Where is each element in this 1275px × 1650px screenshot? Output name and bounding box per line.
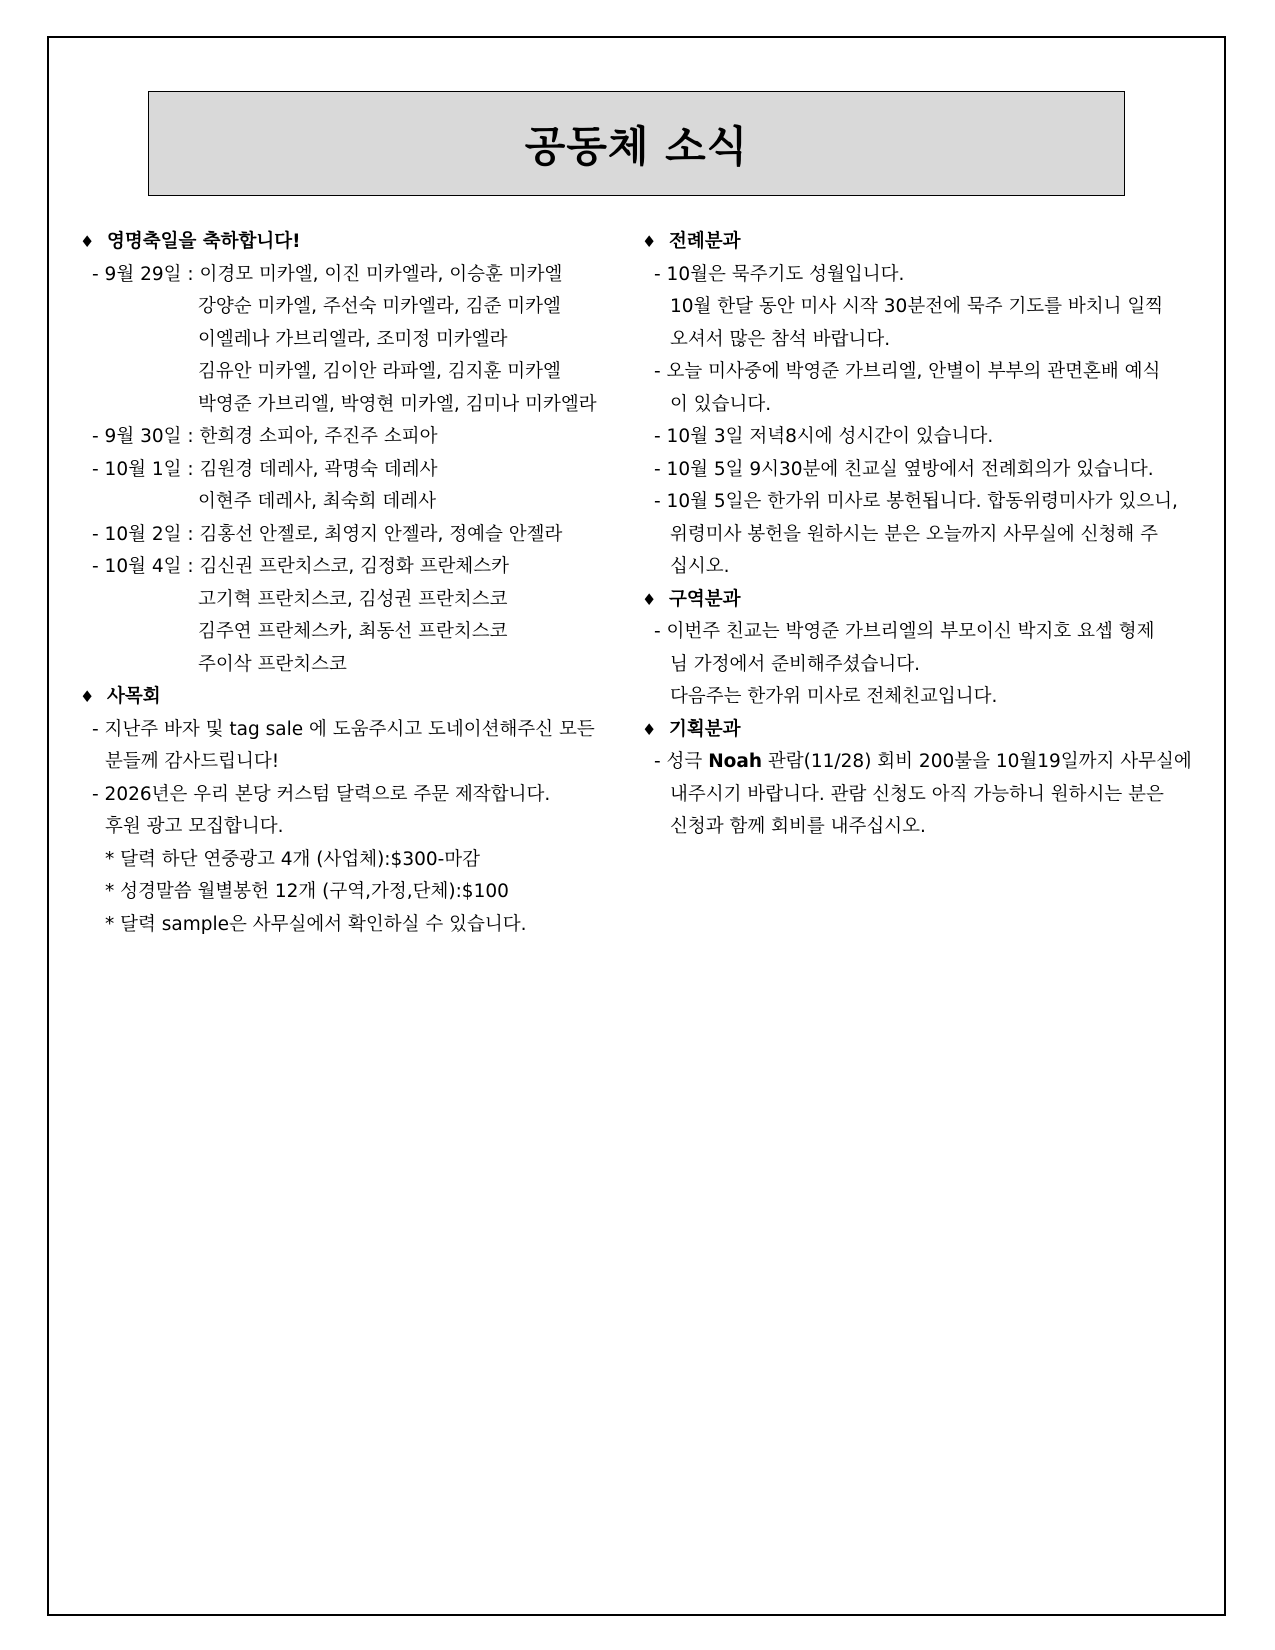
district-line: - 이번주 친교는 박영준 가브리엘의 부모이신 박지호 요셉 형제 <box>654 621 1155 642</box>
diamond-bullet-icon: ♦ <box>80 687 95 706</box>
liturgy-line: 위령미사 봉헌을 원하시는 분은 오늘까지 사무실에 신청해 주 <box>670 523 1158 545</box>
district-line: 다음주는 한가위 미사로 전체친교입니다. <box>670 686 998 707</box>
liturgy-line: - 10월 5일 9시30분에 친교실 옆방에서 전례회의가 있습니다. <box>654 458 1154 480</box>
feast-line: 주이삭 프란치스코 <box>198 653 347 675</box>
feast-line: 김유안 미카엘, 김이안 라파엘, 김지훈 미카엘 <box>198 361 561 382</box>
diamond-bullet-icon: ♦ <box>642 232 657 251</box>
liturgy-line: 10월 한달 동안 미사 시작 30분전에 묵주 기도를 바치니 일찍 <box>670 296 1164 317</box>
liturgy-line: 오셔서 많은 참석 바랍니다. <box>670 328 891 350</box>
pastoral-line: * 성경말씀 월별봉헌 12개 (구역,가정,단체):$100 <box>105 881 509 902</box>
feast-line: - 9월 29일 : 이경모 미카엘, 이진 미카엘라, 이승훈 미카엘 <box>92 263 563 285</box>
feast-line: 이현주 데레사, 최숙희 데레사 <box>198 491 436 512</box>
feast-line: 이엘레나 가브리엘라, 조미정 미카엘라 <box>198 328 508 350</box>
play-title: Noah <box>708 751 763 772</box>
liturgy-line: - 10월은 묵주기도 성월입니다. <box>654 263 905 285</box>
pastoral-line: - 지난주 바자 및 tag sale 에 도움주시고 도네이션해주신 모든 <box>92 718 595 740</box>
feast-line: - 10월 4일 : 김신권 프란치스코, 김정화 프란체스카 <box>92 556 509 577</box>
liturgy-line: 이 있습니다. <box>670 393 772 415</box>
feast-line: - 9월 30일 : 한희경 소피아, 주진주 소피아 <box>92 426 438 447</box>
diamond-bullet-icon: ♦ <box>642 719 657 739</box>
pastoral-line: - 2026년은 우리 본당 커스텀 달력으로 주문 제작합니다. <box>92 783 551 805</box>
planning-line: 내주시기 바랍니다. 관람 신청도 아직 가능하니 원하시는 분은 <box>670 783 1164 805</box>
planning-line: 신청과 함께 회비를 내주십시오. <box>670 816 926 837</box>
pastoral-line: * 달력 하단 연중광고 4개 (사업체):$300-마감 <box>105 848 481 870</box>
right-column <box>642 226 1207 844</box>
liturgy-line: - 오늘 미사중에 박영준 가브리엘, 안별이 부부의 관면혼배 예식 <box>654 361 1161 382</box>
title-banner <box>148 91 1125 196</box>
feast-line: - 10월 2일 : 김홍선 안젤로, 최영지 안젤라, 정예슬 안젤라 <box>92 523 563 545</box>
liturgy-line: 십시오. <box>670 556 730 577</box>
liturgy-line: - 10월 3일 저녁8시에 성시간이 있습니다. <box>654 426 994 447</box>
district-line: 님 가정에서 준비해주셨습니다. <box>670 653 920 675</box>
pastoral-line: * 달력 sample은 사무실에서 확인하실 수 있습니다. <box>105 913 527 935</box>
district-heading: ♦ 구역분과 <box>642 584 1207 617</box>
pastoral-heading: ♦ 사목회 <box>80 681 635 714</box>
feast-line: 고기혁 프란치스코, 김성권 프란치스코 <box>198 588 508 610</box>
liturgy-line: - 10월 5일은 한가위 미사로 봉헌됩니다. 합동위령미사가 있으니, <box>654 491 1178 512</box>
feast-line: - 10월 1일 : 김원경 데레사, 곽명숙 데레사 <box>92 458 438 480</box>
feast-heading: ♦ 영명축일을 축하합니다! <box>80 226 635 259</box>
feast-line: 박영준 가브리엘, 박영현 미카엘, 김미나 미카엘라 <box>198 393 597 415</box>
planning-line: - 성극 Noah 관람(11/28) 회비 200불을 10월19일까지 사무실에 <box>654 751 1192 772</box>
left-column <box>80 226 635 941</box>
liturgy-heading: ♦ 전례분과 <box>642 226 1207 259</box>
feast-line: 강양순 미카엘, 주선숙 미카엘라, 김준 미카엘 <box>198 296 561 317</box>
feast-line: 김주연 프란체스카, 최동선 프란치스코 <box>198 621 508 642</box>
pastoral-line: 후원 광고 모집합니다. <box>105 816 284 837</box>
planning-heading: ♦ 기획분과 <box>642 714 1207 747</box>
page-title: 공동체 소식 <box>524 121 749 171</box>
diamond-bullet-icon: ♦ <box>80 232 95 251</box>
diamond-bullet-icon: ♦ <box>642 589 657 609</box>
pastoral-line: 분들께 감사드립니다! <box>105 751 280 772</box>
